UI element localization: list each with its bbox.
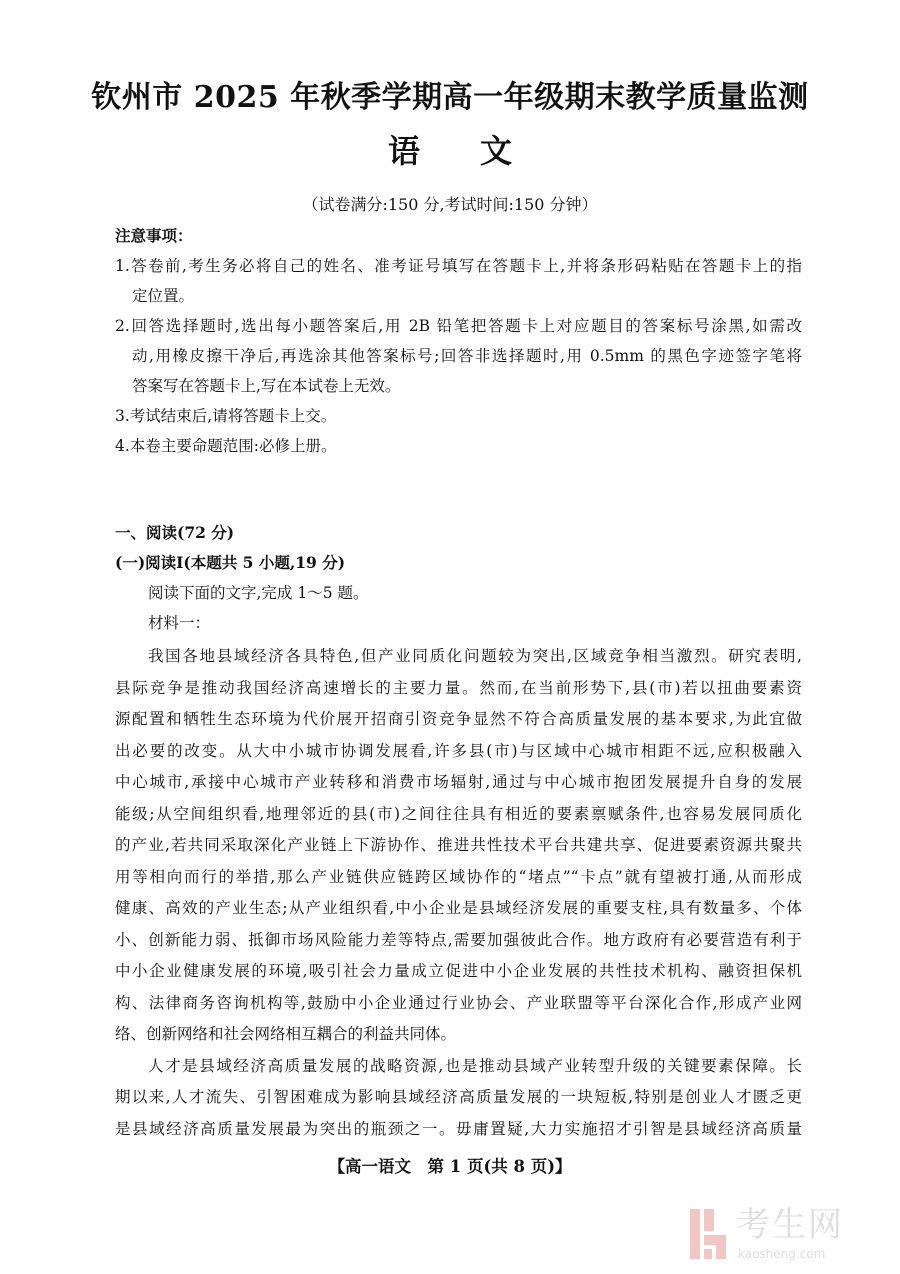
notice-line: 3.考试结束后,请将答题卡上交。 [115,407,337,425]
notice-line: 定位置。 [132,287,195,305]
passage-line: 是县域经济高质量发展最为突出的瓶颈之一。毋庸置疑,大力实施招才引智是县域经济高质量 [115,1119,802,1138]
passage-line: 小、创新能力弱、抵御市场风险能力差等特点,需要加强彼此合作。地方政府有必要营造有利于 [115,930,802,949]
notice-line: 2.回答选择题时,选出每小题答案后,用 2B 铅笔把答题卡上对应题目的答案标号涂黑,如需改 [115,317,802,335]
watermark-logo-icon [690,1209,726,1259]
passage-line: 中心城市,承接中心城市产业转移和消费市场辐射,通过与中心城市抱团发展提升自身的发展 [115,773,802,791]
notice-line: 1.答卷前,考生务必将自己的姓名、准考证号填写在答题卡上,并将条形码粘贴在答题卡上的指 [115,257,802,275]
notice-heading: 注意事项： [115,226,193,245]
notice-line: 4.本卷主要命题范围:必修上册。 [115,437,337,455]
passage-line: 源配置和牺牲生态环境为代价展开招商引资竞争显然不符合高质量发展的基本要求,为此宜做 [115,710,802,728]
passage-line: 用等相向而行的举措,那么产业链供应链跨区域协作的“堵点”“卡点”就有望被打通,从而形成 [115,867,802,886]
section-heading: 一、阅读(72 分) [115,523,235,542]
passage-line: 能级;从空间组织看,地理邻近的县(市)之间往往具有相近的要素禀赋条件,也容易发展同质化 [115,804,802,823]
subject-char: 文 [480,132,513,170]
passage-line: 中小企业健康发展的环境,吸引社会力量成立促进中小企业发展的共性技术机构、融资担保机 [115,962,802,980]
passage-line: 我国各地县域经济各具特色,但产业同质化问题较为突出,区域竞争相当激烈。研究表明, [148,647,802,665]
notice-line: 答案写在答题卡上,写在本试卷上无效。 [132,377,401,395]
exam-title: 钦州市 2025 年秋季学期高一年级期末教学质量监测 [91,80,809,115]
watermark-url: kaosheng.com [738,1247,826,1261]
notice-line: 动,用橡皮擦干净后,再选涂其他答案标号;回答非选择题时,用 0.5mm 的黑色字迹签字笔将 [132,347,802,365]
exam-meta: （试卷满分:150 分,考试时间:150 分钟） [302,195,598,214]
subject-char: 语 [387,132,420,170]
page-footer: 【高一语文 第 1 页(共 8 页)】 [328,1157,572,1176]
passage-line: 健康、高效的产业生态;从产业组织看,中小企业是县域经济发展的重要支柱,具有数量多、个体 [115,899,802,917]
passage-line: 构、法律商务咨询机构等,鼓励中小企业通过行业协会、产业联盟等平台深化合作,形成产业网 [115,993,802,1012]
passage [115,641,802,1145]
passage-line: 人才是县域经济高质量发展的战略资源,也是推动县域产业转型升级的关键要素保障。长 [148,1056,802,1075]
material-label: 材料一： [148,614,211,632]
passage-line: 县际竞争是推动我国经济高速增长的主要力量。然而,在当前形势下,县(市)若以扭曲要素资 [115,678,802,697]
notice-section [115,221,802,461]
passage-line: 络、创新网络和社会网络相互耦合的利益共同体。 [115,1025,457,1043]
passage-line: 的产业,若共同采取深化产业链上下游协作、推进共性技术平台共建共享、促进要素资源共聚共 [115,836,802,854]
watermark [690,1205,880,1265]
sub-section-heading: (一)阅读Ⅰ(本题共 5 小题,19 分) [115,553,346,572]
subject-title [0,126,900,172]
instruction: 阅读下面的文字,完成 1～5 题。 [148,584,369,602]
section-header [115,518,802,638]
passage-line: 期以来,人才流失、引智困难成为影响县域经济高质量发展的一块短板,特别是创业人才匮乏更 [115,1088,802,1106]
watermark-text: 考生网 [736,1205,844,1245]
passage-line: 出必要的改变。从大中小城市协调发展看,许多县(市)与区域中心城市相距不远,应积极融入 [115,741,802,760]
